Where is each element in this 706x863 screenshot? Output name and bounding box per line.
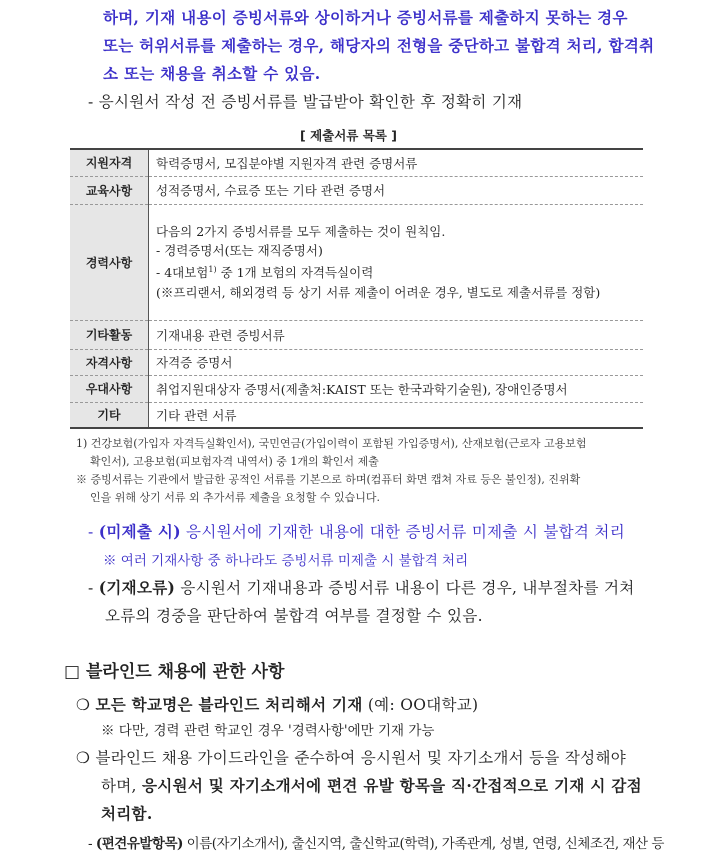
write-instruction: - 응시원서 작성 전 증빙서류를 발급받아 확인한 후 정확히 기재 bbox=[88, 93, 523, 111]
blind-item-2-line-1 bbox=[76, 746, 626, 768]
blind-item-1-note: ※ 다만, 경력 관련 학교인 경우 '경력사항'에만 기재 가능 bbox=[101, 723, 435, 739]
blind-item-2-line-3: 처리함. bbox=[101, 804, 153, 823]
career-line-2: - 경력증명서(또는 재직증명서) bbox=[156, 243, 323, 259]
notice-line-3: 소 또는 채용을 취소할 수 있음. bbox=[103, 64, 321, 83]
table-row bbox=[70, 320, 643, 349]
career-insurance: - 4대보험 bbox=[156, 265, 209, 281]
table-row bbox=[70, 375, 643, 402]
blind-item-1 bbox=[76, 693, 478, 715]
error-label: (기재오류) bbox=[98, 578, 176, 597]
row-head: 기타 bbox=[70, 402, 149, 428]
career-line-4: (※프리랜서, 해외경력 등 상기 서류 제출이 어려운 경우, 별도로 제출서류를 정함) bbox=[156, 284, 601, 300]
blind-heading-text: 블라인드 채용에 관한 사항 bbox=[85, 662, 285, 682]
submission-documents-table bbox=[70, 148, 643, 429]
dash: - bbox=[88, 523, 99, 541]
row-content: 기재내용 관련 증빙서류 bbox=[149, 320, 644, 349]
bias-items-line bbox=[88, 832, 664, 852]
row-head: 경력사항 bbox=[70, 204, 149, 320]
entry-error-line-2: 오류의 경중을 판단하여 불합격 여부를 결정할 수 있음. bbox=[105, 607, 483, 625]
table-row bbox=[70, 349, 643, 375]
career-line-3 bbox=[156, 260, 636, 282]
missing-submission-note: ※ 여러 기재사항 중 하나라도 증빙서류 미제출 시 불합격 처리 bbox=[103, 553, 469, 569]
footnote-ref: 1) bbox=[208, 265, 217, 275]
blind-item-2-text: 블라인드 채용 가이드라인을 준수하여 응시원서 및 자기소개서 등을 작성해야 bbox=[95, 749, 626, 767]
error-text: 응시원서 기재내용과 증빙서류 내용이 다른 경우, 내부절차를 거쳐 bbox=[175, 579, 635, 597]
missing-text: 응시원서에 기재한 내용에 대한 증빙서류 미제출 시 불합격 처리 bbox=[180, 523, 625, 541]
row-head: 우대사항 bbox=[70, 375, 149, 402]
row-content: 자격증 증명서 bbox=[149, 349, 644, 375]
table-row bbox=[70, 149, 643, 176]
row-content bbox=[149, 204, 644, 320]
blind-item-2-line-2b: 응시원서 및 자기소개서에 편견 유발 항목을 직·간접적으로 기재 시 감점 bbox=[142, 776, 642, 795]
entry-error-line-1 bbox=[88, 576, 635, 598]
bias-items-label: (편견유발항목) bbox=[95, 836, 183, 852]
table-row bbox=[70, 176, 643, 204]
dash: - bbox=[88, 579, 99, 597]
blind-section-heading bbox=[64, 657, 284, 682]
blind-item-2-line-2a: 하며, bbox=[101, 777, 143, 795]
footnote-1-line-1: 1) 건강보험(가입자 자격득실확인서), 국민연금(가입이력이 포함된 가입증명서), 산재보험(근로자 고용보험 bbox=[76, 437, 587, 450]
checkbox-square-icon: □ bbox=[64, 662, 81, 682]
career-line-1: 다음의 2가지 증빙서류를 모두 제출하는 것이 원칙임. bbox=[156, 224, 446, 240]
dash: - bbox=[88, 836, 96, 852]
table-title: [ 제출서류 목록 ] bbox=[300, 128, 397, 143]
career-insurance-rest: 중 1개 보험의 자격득실이력 bbox=[216, 265, 374, 281]
missing-submission-line bbox=[88, 520, 625, 542]
notice-line-2: 또는 허위서류를 제출하는 경우, 해당자의 전형을 중단하고 불합격 처리, 합격취 bbox=[103, 36, 655, 55]
missing-label: (미제출 시) bbox=[98, 522, 181, 541]
row-head: 자격사항 bbox=[70, 349, 149, 375]
row-content: 기타 관련 서류 bbox=[149, 402, 644, 428]
bias-items-text: 이름(자기소개서), 출신지역, 출신학교(학력), 가족관계, 성별, 연령, 신체조건, 재산 등 bbox=[182, 836, 664, 852]
row-head: 기타활동 bbox=[70, 320, 149, 349]
table-row bbox=[70, 204, 643, 320]
row-content: 학력증명서, 모집분야별 지원자격 관련 증명서류 bbox=[149, 149, 644, 176]
notice-line-1: 하며, 기재 내용이 증빙서류와 상이하거나 증빙서류를 제출하지 못하는 경우 bbox=[103, 8, 628, 27]
circle-bullet-icon: ❍ bbox=[76, 749, 91, 767]
row-content: 취업지원대상자 증명서(제출처:KAIST 또는 한국과학기술원), 장애인증명서 bbox=[149, 375, 644, 402]
blind-item-1-bold: 모든 학교명은 블라인드 처리해서 기재 bbox=[95, 695, 363, 714]
footnote-2-line-1: ※ 증빙서류는 기관에서 발급한 공적인 서류를 기본으로 하며(컴퓨터 화면 캡쳐 자료 등은 불인정), 진위확 bbox=[76, 473, 581, 486]
footnote-1-line-2: 확인서), 고용보험(피보험자격 내역서) 중 1개의 확인서 제출 bbox=[90, 455, 379, 468]
row-head: 지원자격 bbox=[70, 149, 149, 176]
row-content: 성적증명서, 수료증 또는 기타 관련 증명서 bbox=[149, 176, 644, 204]
circle-bullet-icon: ❍ bbox=[76, 696, 91, 714]
footnote-2-line-2: 인을 위해 상기 서류 외 추가서류 제출을 요청할 수 있습니다. bbox=[90, 491, 380, 504]
blind-item-2-line-2 bbox=[101, 774, 642, 796]
blind-item-1-rest: (예: OO대학교) bbox=[362, 696, 479, 714]
row-head: 교육사항 bbox=[70, 176, 149, 204]
table-row bbox=[70, 402, 643, 428]
